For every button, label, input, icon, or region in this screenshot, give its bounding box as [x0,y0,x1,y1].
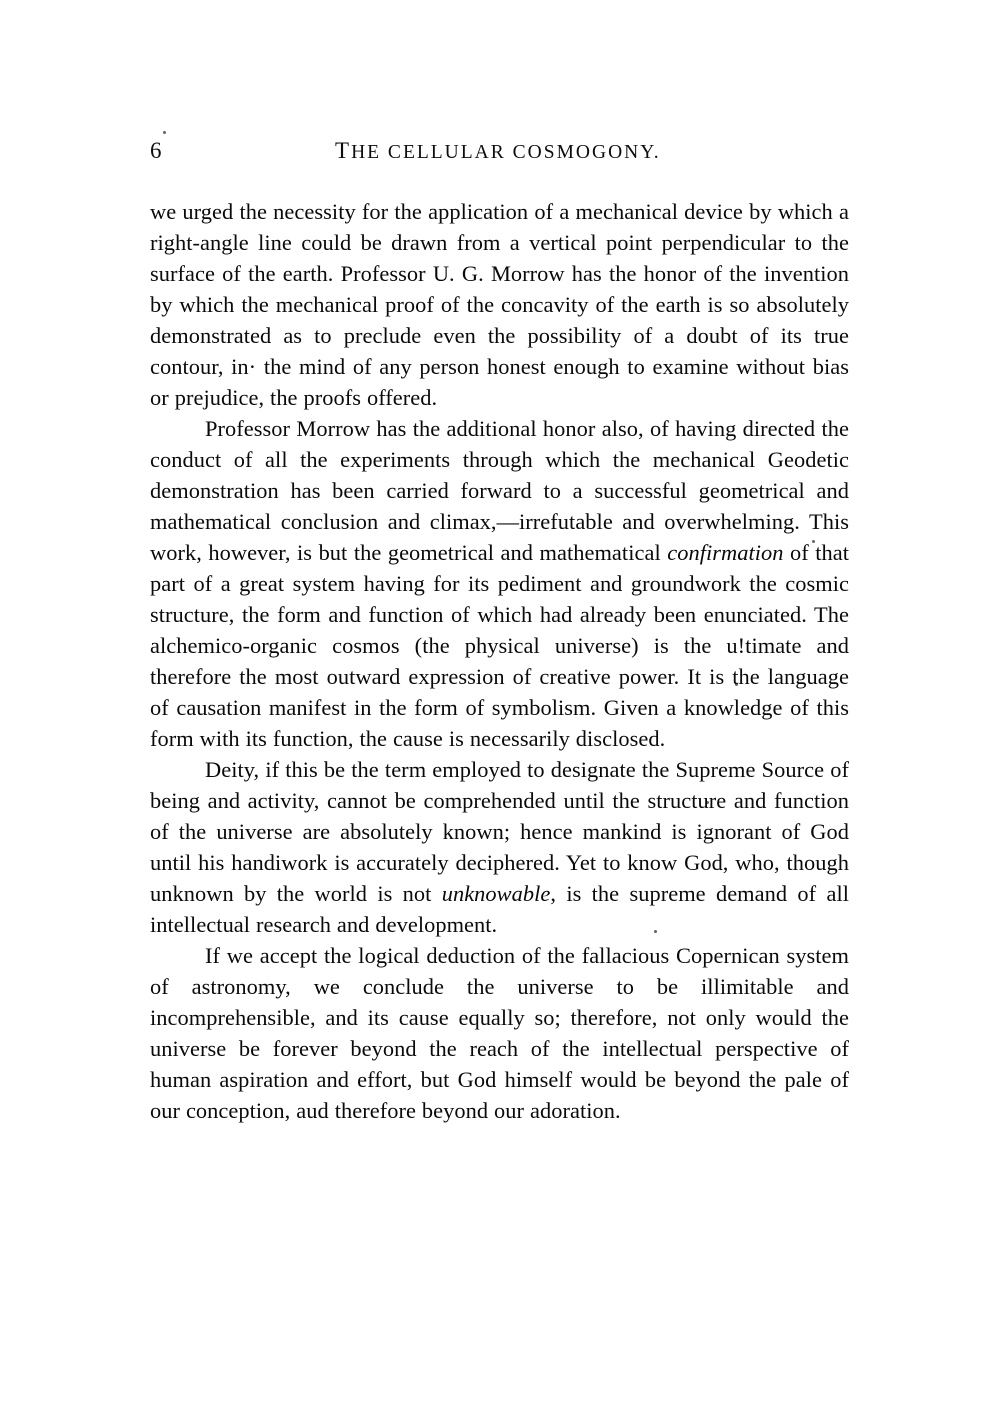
text-run: Professor Morrow has the additional honor also, of having directed the conduct of all the experiments through which the mechanical Geodetic demonstration has been carried forward to a successful geometrical and mathematical conclusion and climax,—irrefutable and overwhelming. This work, however, is but the geometrical and mathematical [150,416,849,565]
emphasized-word: unknowable [441,881,551,906]
text-run: Deity, if this be the term employed to designate the Supreme Source of being and activity, cannot be comprehended until the structure and function of the universe are absolutely known; hence mankind is ignorant of God until his handiwork is accurately deciphered. Yet to know God, who, though unknown by the world is not [150,757,849,906]
running-head-title [335,136,661,168]
paragraph-continued [150,196,849,413]
paragraph [150,940,849,1126]
emphasized-word: confirmation [667,540,784,565]
text-run: of that part of a great system having for its pediment and groundwork the cosmic structure, the form and function of which had already been enunciated. The alchemico-organic cosmos (the physical universe) is the u!timate and therefore the most outward expression of creative power. It is the language of causation manifest in the form of symbolism. Given a knowledge of this form with its function, the cause is necessarily disclosed. [150,540,850,751]
running-head [150,136,848,166]
scan-speck-icon [163,131,166,134]
running-head-title-rest: HE CELLULAR COSMOGONY. [351,142,661,163]
text-run: If we accept the logical deduction of the fallacious Copernican system of astronomy, we conclude the universe to be illimitable and incomprehensible, and its cause equally so; therefore, not only would the universe be forever beyond the reach of the intellectual perspective of human aspiration and effort, but God himself would be beyond the pale of our conception, aud therefore beyond our adoration. [150,943,849,1123]
running-head-title-initial: T [335,138,352,163]
text-run: , is the supreme demand of all intellectual research and development. [150,881,849,937]
paragraph [150,754,849,940]
text-run: we urged the necessity for the application of a mechanical device by which a right-angle line could be drawn from a vertical point perpendicular to the surface of the earth. Professor U. G. Morrow has the honor of the invention by which the mechanical proof of the concavity of the earth is so absolutely demonstrated as to preclude even the possibility of a doubt of its true contour, in· the mind of any person honest enough to examine without bias or prejudice, the proofs offered. [150,199,849,410]
body-text-block [150,196,849,1126]
paragraph [150,413,849,754]
page-folio-number: 6 [150,138,162,163]
